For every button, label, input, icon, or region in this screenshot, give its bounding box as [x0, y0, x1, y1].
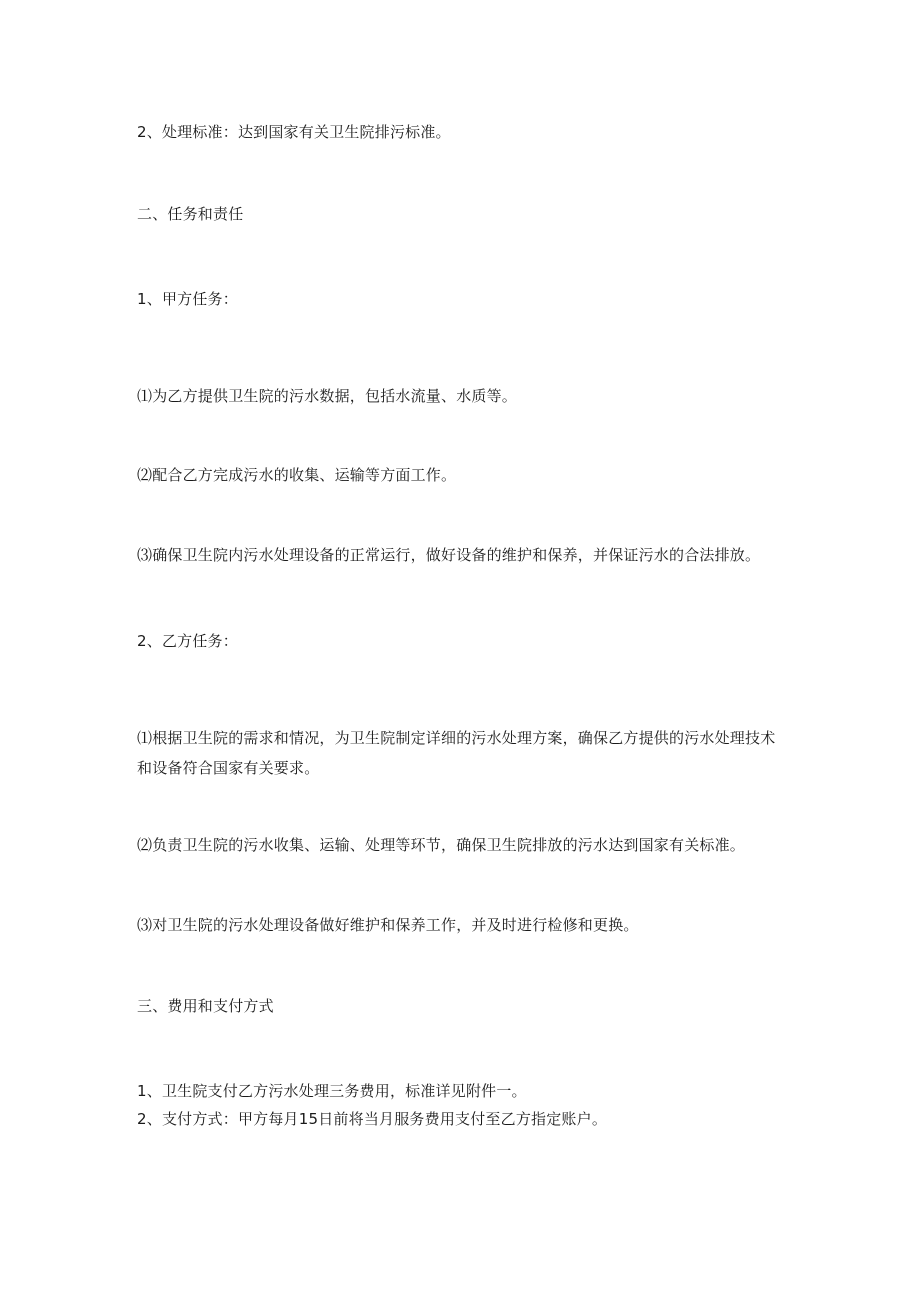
- party-b-heading: 2、乙方任务：: [137, 632, 238, 650]
- party-a-item-3: ⑶确保卫生院内污水处理设备的正常运行，做好设备的维护和保养，并保证污水的合法排放。: [137, 546, 761, 564]
- payment-item-1: 1、卫生院支付乙方污水处理三务费用，标准详见附件一。: [137, 1082, 527, 1100]
- party-b-item-3: ⑶对卫生院的污水处理设备做好维护和保养工作，并及时进行检修和更换。: [137, 916, 639, 934]
- party-b-item-1: ⑴根据卫生院的需求和情况，为卫生院制定详细的污水处理方案，确保乙方提供的污水处理技术和设备符合国家有关要求。: [137, 729, 776, 777]
- party-a-item-1: ⑴为乙方提供卫生院的污水数据，包括水流量、水质等。: [137, 387, 518, 405]
- section-3-heading: 三、费用和支付方式: [137, 997, 274, 1015]
- party-a-heading: 1、甲方任务：: [137, 290, 238, 308]
- party-a-item-2: ⑵配合乙方完成污水的收集、运输等方面工作。: [137, 466, 457, 484]
- party-b-item-2: ⑵负责卫生院的污水收集、运输、处理等环节，确保卫生院排放的污水达到国家有关标准。: [137, 836, 746, 854]
- section-2-heading: 二、任务和责任: [137, 205, 244, 223]
- payment-item-2: 2、支付方式：甲方每月15日前将当月服务费用支付至乙方指定账户。: [137, 1110, 608, 1128]
- item-treatment-standard: 2、处理标准：达到国家有关卫生院排污标准。: [137, 123, 451, 141]
